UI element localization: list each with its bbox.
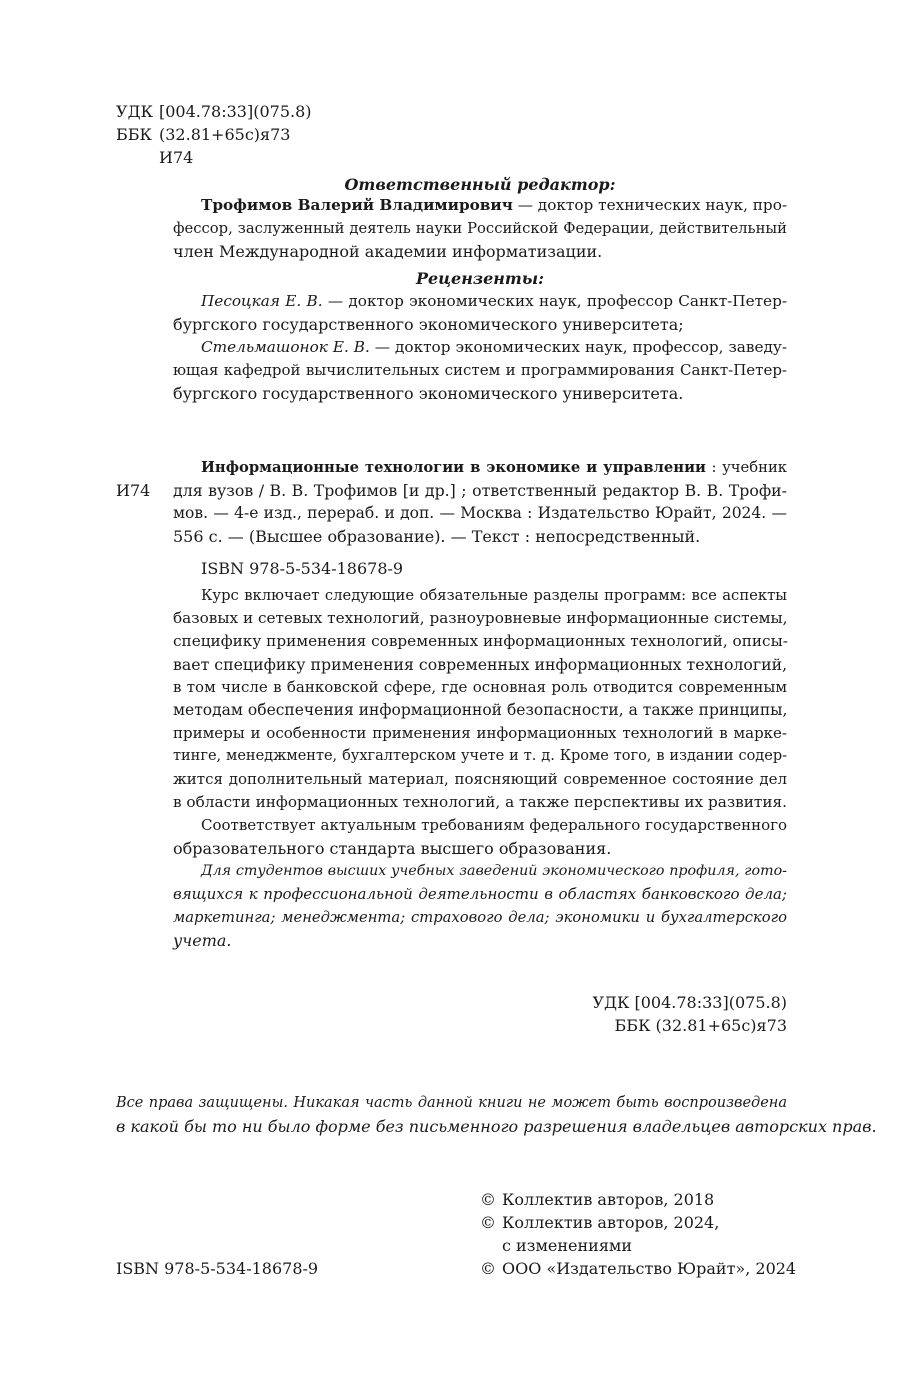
biblio-line-4: 556 с. — (Высшее образование). — Текст : непосредственный. [173, 527, 701, 546]
annotation-p1-line-8: тинге, менеджменте, бухгалтерском учете и т. д. Кроме того, в издании содер- [173, 748, 787, 764]
reviewer1-line-2: бургского государственного экономического университета; [173, 315, 684, 334]
udk-value: [004.78:33](075.8) [159, 102, 312, 121]
rights-line-2: в какой бы то ни было форме без письменного разрешения владельцев авторских прав. [116, 1117, 877, 1136]
annotation-p1-line-4: вает специфику применения современных информационных технологий, [173, 655, 788, 674]
copyright-line-1: Коллектив авторов, 2018 [502, 1190, 715, 1209]
reviewer2-line-1: Стельмашонок Е. В. — доктор экономических наук, профессор, заведу- [201, 338, 787, 356]
rights-line-1: Все права защищены. Никакая часть данной книги не может быть воспроизведена [116, 1095, 787, 1111]
annotation-p1-line-7: примеры и особенности применения информационных технологий в марке- [173, 724, 787, 742]
udk-label: УДК [116, 102, 153, 121]
annotation-p3-line-4: учета. [173, 931, 232, 950]
biblio-line-3: мов. — 4-е изд., перераб. и доп. — Москва : Издательство Юрайт, 2024. — [173, 504, 787, 522]
copyright-symbol-3: © [480, 1259, 496, 1278]
reviewer2-line-2: ющая кафедрой вычислительных систем и программирования Санкт-Петер- [173, 361, 787, 379]
biblio-isbn: ISBN 978-5-534-18678-9 [201, 559, 404, 578]
editor-line-2: фессор, заслуженный деятель науки Российской Федерации, действительный [173, 220, 787, 237]
biblio-author-mark: И74 [116, 481, 151, 500]
editor-line-3: член Международной академии информатизации. [173, 242, 603, 261]
reviewers-heading: Рецензенты: [415, 269, 545, 288]
copyright-line-2-cont: с изменениями [502, 1236, 633, 1255]
annotation-p1-line-6: методам обеспечения информационной безопасности, а также принципы, [173, 701, 788, 719]
annotation-p1-line-3: специфику применения современных информационных технологий, описы- [173, 632, 788, 650]
annotation-p2-line-2: образовательного стандарта высшего образования. [173, 839, 612, 858]
editor-line-1: Трофимов Валерий Владимирович — доктор технических наук, про- [201, 196, 788, 214]
bbk-footer: ББК (32.81+65с)я73 [614, 1016, 787, 1035]
annotation-p3-line-2: вящихся к профессиональной деятельности в областях банковского дела; [173, 885, 787, 903]
annotation-p1-line-2: базовых и сетевых технологий, разноуровневые информационные системы, [173, 609, 788, 627]
editor-name: Трофимов Валерий Владимирович [201, 196, 513, 214]
annotation-p1-line-5: в том числе в банковской сфере, где основная роль отводится современным [173, 678, 787, 696]
bbk-value: (32.81+65с)я73 [159, 125, 291, 144]
reviewer1-line-1: Песоцкая Е. В. — доктор экономических наук, профессор Санкт-Петер- [201, 292, 787, 310]
reviewer2-line-3: бургского государственного экономического университета. [173, 384, 684, 403]
biblio-line-2: для вузов / В. В. Трофимов [и др.] ; ответственный редактор В. В. Трофи- [173, 481, 787, 500]
annotation-p1-line-9: жится дополнительный материал, поясняющий современное состояние дел [173, 770, 787, 788]
annotation-p3-line-1: Для студентов высших учебных заведений экономического профиля, гото- [201, 863, 787, 879]
author-mark: И74 [159, 148, 194, 167]
copyright-symbol-1: © [480, 1190, 496, 1209]
annotation-p3-line-3: маркетинга; менеджмента; страхового дела; экономики и бухгалтерского [173, 909, 787, 926]
book-title: Информационные технологии в экономике и управлении [201, 459, 706, 476]
reviewer2-name: Стельмашонок Е. В. [201, 338, 370, 356]
copyright-symbol-2: © [480, 1213, 496, 1232]
editor-heading: Ответственный редактор: [344, 175, 616, 194]
annotation-p2-line-1: Соответствует актуальным требованиям федерального государственного [201, 816, 787, 834]
annotation-p1-line-10: в области информационных технологий, а также перспективы их развития. [173, 793, 787, 811]
biblio-line-1: Информационные технологии в экономике и управлении : учебник [201, 459, 787, 476]
udk-footer: УДК [004.78:33](075.8) [592, 993, 787, 1012]
footer-isbn: ISBN 978-5-534-18678-9 [116, 1259, 319, 1278]
reviewer1-name: Песоцкая Е. В. [201, 292, 323, 310]
copyright-line-2: Коллектив авторов, 2024, [502, 1213, 720, 1232]
bbk-label: ББК [116, 125, 152, 144]
annotation-p1-line-1: Курс включает следующие обязательные разделы программ: все аспекты [201, 587, 787, 604]
copyright-line-3: ООО «Издательство Юрайт», 2024 [502, 1259, 797, 1278]
